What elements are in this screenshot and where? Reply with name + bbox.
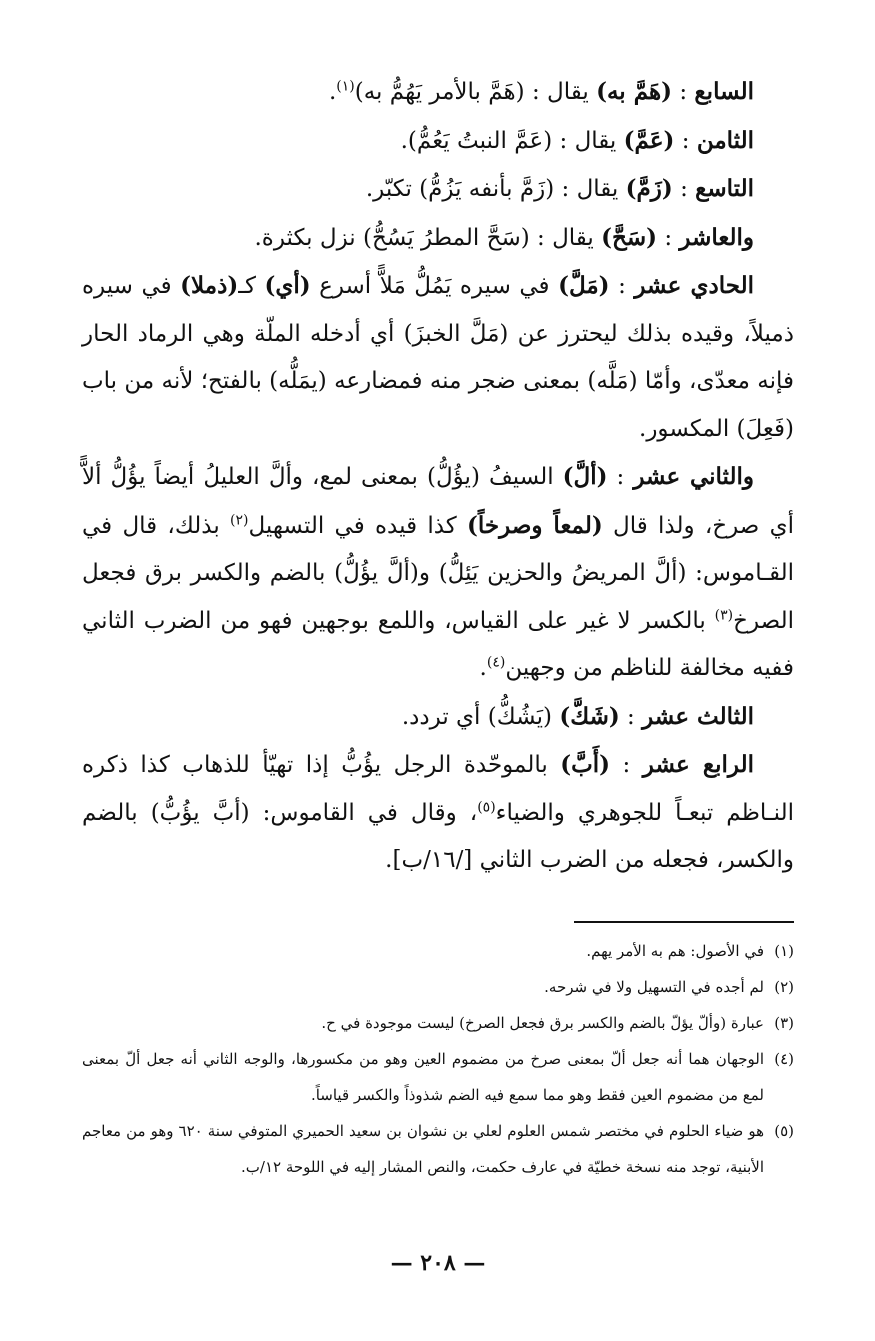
footnotes-section [82,933,794,1185]
entry-label: الحادي عشر [634,272,755,299]
entry-label: الثالث عشر [642,702,754,730]
footnote-number: (١) [774,941,794,960]
entry-text: كـ [238,273,265,299]
footnote-text: الوجهان هما أنه جعل ألّ بمعنى صرخ من مضموم العين وهو من مكسورها، والوجه الثاني أنه جعل ألّ بمعنى لمع من مضموم العين فقط وهو مما سمع فيه الضم شذوذاً والكسر قياساً. [82,1049,764,1104]
entry-eleventh [82,262,794,453]
entry-term: (أَبَّ) [560,751,611,778]
entry-term: (مَلَّ) [558,272,610,299]
footnote-number: (٥) [774,1121,794,1140]
separator: : [657,224,680,251]
entry-text: بذلك، قال في القـاموس: (ألَّ المريضُ والحزين يَئِلُّ) و(ألَّ يؤُلُّ) بالضم والكسر برق فجعل الصرخ [82,512,794,634]
entry-tenth [82,214,794,263]
entry-label: التاسع [695,175,754,202]
footnote-item [82,933,794,969]
footnote-text: هو ضياء الحلوم في مختصر شمس العلوم لعلي بن نشوان بن سعيد الحميري المتوفي سنة ٦٢٠ وهو من معاجم الأبنية، توجد منه نسخة خطيّة في عارف حكمت، والنص المشار إليه في اللوحة ١٢/ب. [82,1121,764,1176]
footnote-ref-1[interactable]: (١) [336,78,355,95]
entry-text: بالموحّدة الرجل يؤُبُّ إذا تهيّأ للذهاب كذا ذكره النـاظم تبعـاً للجوهري والضياء [82,752,795,826]
entry-twelfth [82,453,794,693]
entry-label: السابع [694,78,754,105]
entry-term: (أي) [264,272,311,299]
footnote-ref-3[interactable]: (٣) [714,606,734,623]
separator: : [672,79,695,105]
footnote-text: لم أجده في التسهيل ولا في شرحه. [544,977,764,996]
entry-label: والعاشر [679,223,754,251]
entry-label: الثامن [696,126,754,154]
separator: : [672,176,696,202]
page-number: — ٢٠٨ — [390,1250,486,1276]
footnote-text: في الأصول: هم به الأمر يهم. [586,941,764,960]
footnote-number: (٤) [774,1049,794,1068]
separator: : [674,127,697,154]
separator: : [609,273,635,299]
footnote-item [82,1041,794,1113]
entry-text: يقال : (زَمَّ بأنفه يَزُمُّ) تكبّر. [365,176,626,202]
entry-fourteenth [82,741,794,885]
entry-term: (زَمَّ) [625,175,673,202]
footnote-item [82,1005,794,1041]
entry-text: بالكسر لا غير على القياس، واللمع بوجهين فهو من الضرب الثاني ففيه مخالفة للناظم من وجهين [82,607,794,681]
entry-term: (ألَّ) [562,463,608,490]
entry-term: (لمعاً وصرخاً) [467,511,603,539]
separator: : [610,752,643,778]
separator: : [619,703,643,730]
entry-ninth [82,165,794,214]
entry-term: (شَكَّ) [559,702,620,730]
footnote-ref-5[interactable]: (٥) [477,798,496,815]
entry-term: (هَمَّ به) [596,78,673,105]
footnote-item [82,1113,794,1185]
entry-term: (عَمَّ) [623,126,675,154]
entry-text: في سيره يَمُلُّ مَلاًّ أسرع [310,273,559,299]
entry-text: كذا قيده في التسهيل [248,512,468,539]
entry-text: (يَشُكُّ) أي تردد. [401,703,560,730]
entry-text: يقال : (هَمَّ بالأمر يَهُمُّ به) [354,79,597,105]
footnote-ref-4[interactable]: (٤) [486,654,506,671]
entry-text: . [479,655,487,681]
entry-label: والثاني عشر [633,463,755,490]
entry-term: (ذملا) [180,272,239,299]
entry-text: يقال : (سَحَّ المطرُ يَسُحُّ) نزل بكثرة. [254,224,602,251]
entry-end: . [328,79,337,105]
entry-text: يقال : (عَمَّ النبتُ يَعُمُّ). [400,127,624,154]
footnote-divider [574,921,794,923]
entry-text: السيفُ (يؤُلُّ) بمعنى لمع، وألَّ العليلُ أيضاً يؤُلُّ ألاًّ أي صرخ، ولذا قال [82,464,795,539]
footnote-text: عبارة (وألّ يؤلّ بالضم والكسر برق فجعل الصرخ) ليست موجودة في ح. [321,1013,764,1032]
entry-text: ، وقال في القاموس: (أبَّ يؤُبُّ) بالضم والكسر، فجعله من الضرب الثاني [/١٦/ب]. [82,799,794,873]
entry-term: (سَحَّ) [601,223,658,251]
entry-thirteenth [82,693,794,742]
footnote-ref-2[interactable]: (٢) [230,511,249,528]
footnote-number: (٣) [774,1013,794,1032]
document-page [82,68,794,1318]
separator: : [607,464,634,490]
footnote-number: (٢) [774,977,794,996]
entry-eighth [82,117,794,166]
main-text [82,68,794,885]
footnote-item [82,969,794,1005]
entry-text: في سيره ذميلاً، وقيده بذلك ليحترز عن (مَلَّ الخبزَ) أي أدخله الملّة وهي الرماد الحار فإنه معدّى، وأمّا (مَلَّه) بمعنى ضجر منه فمضارعه (يمَلُّه) بالفتح؛ لأنه من باب (فَعِلَ) المكسور. [82,273,794,442]
entry-seventh [82,68,794,117]
entry-label: الرابع عشر [642,751,755,778]
